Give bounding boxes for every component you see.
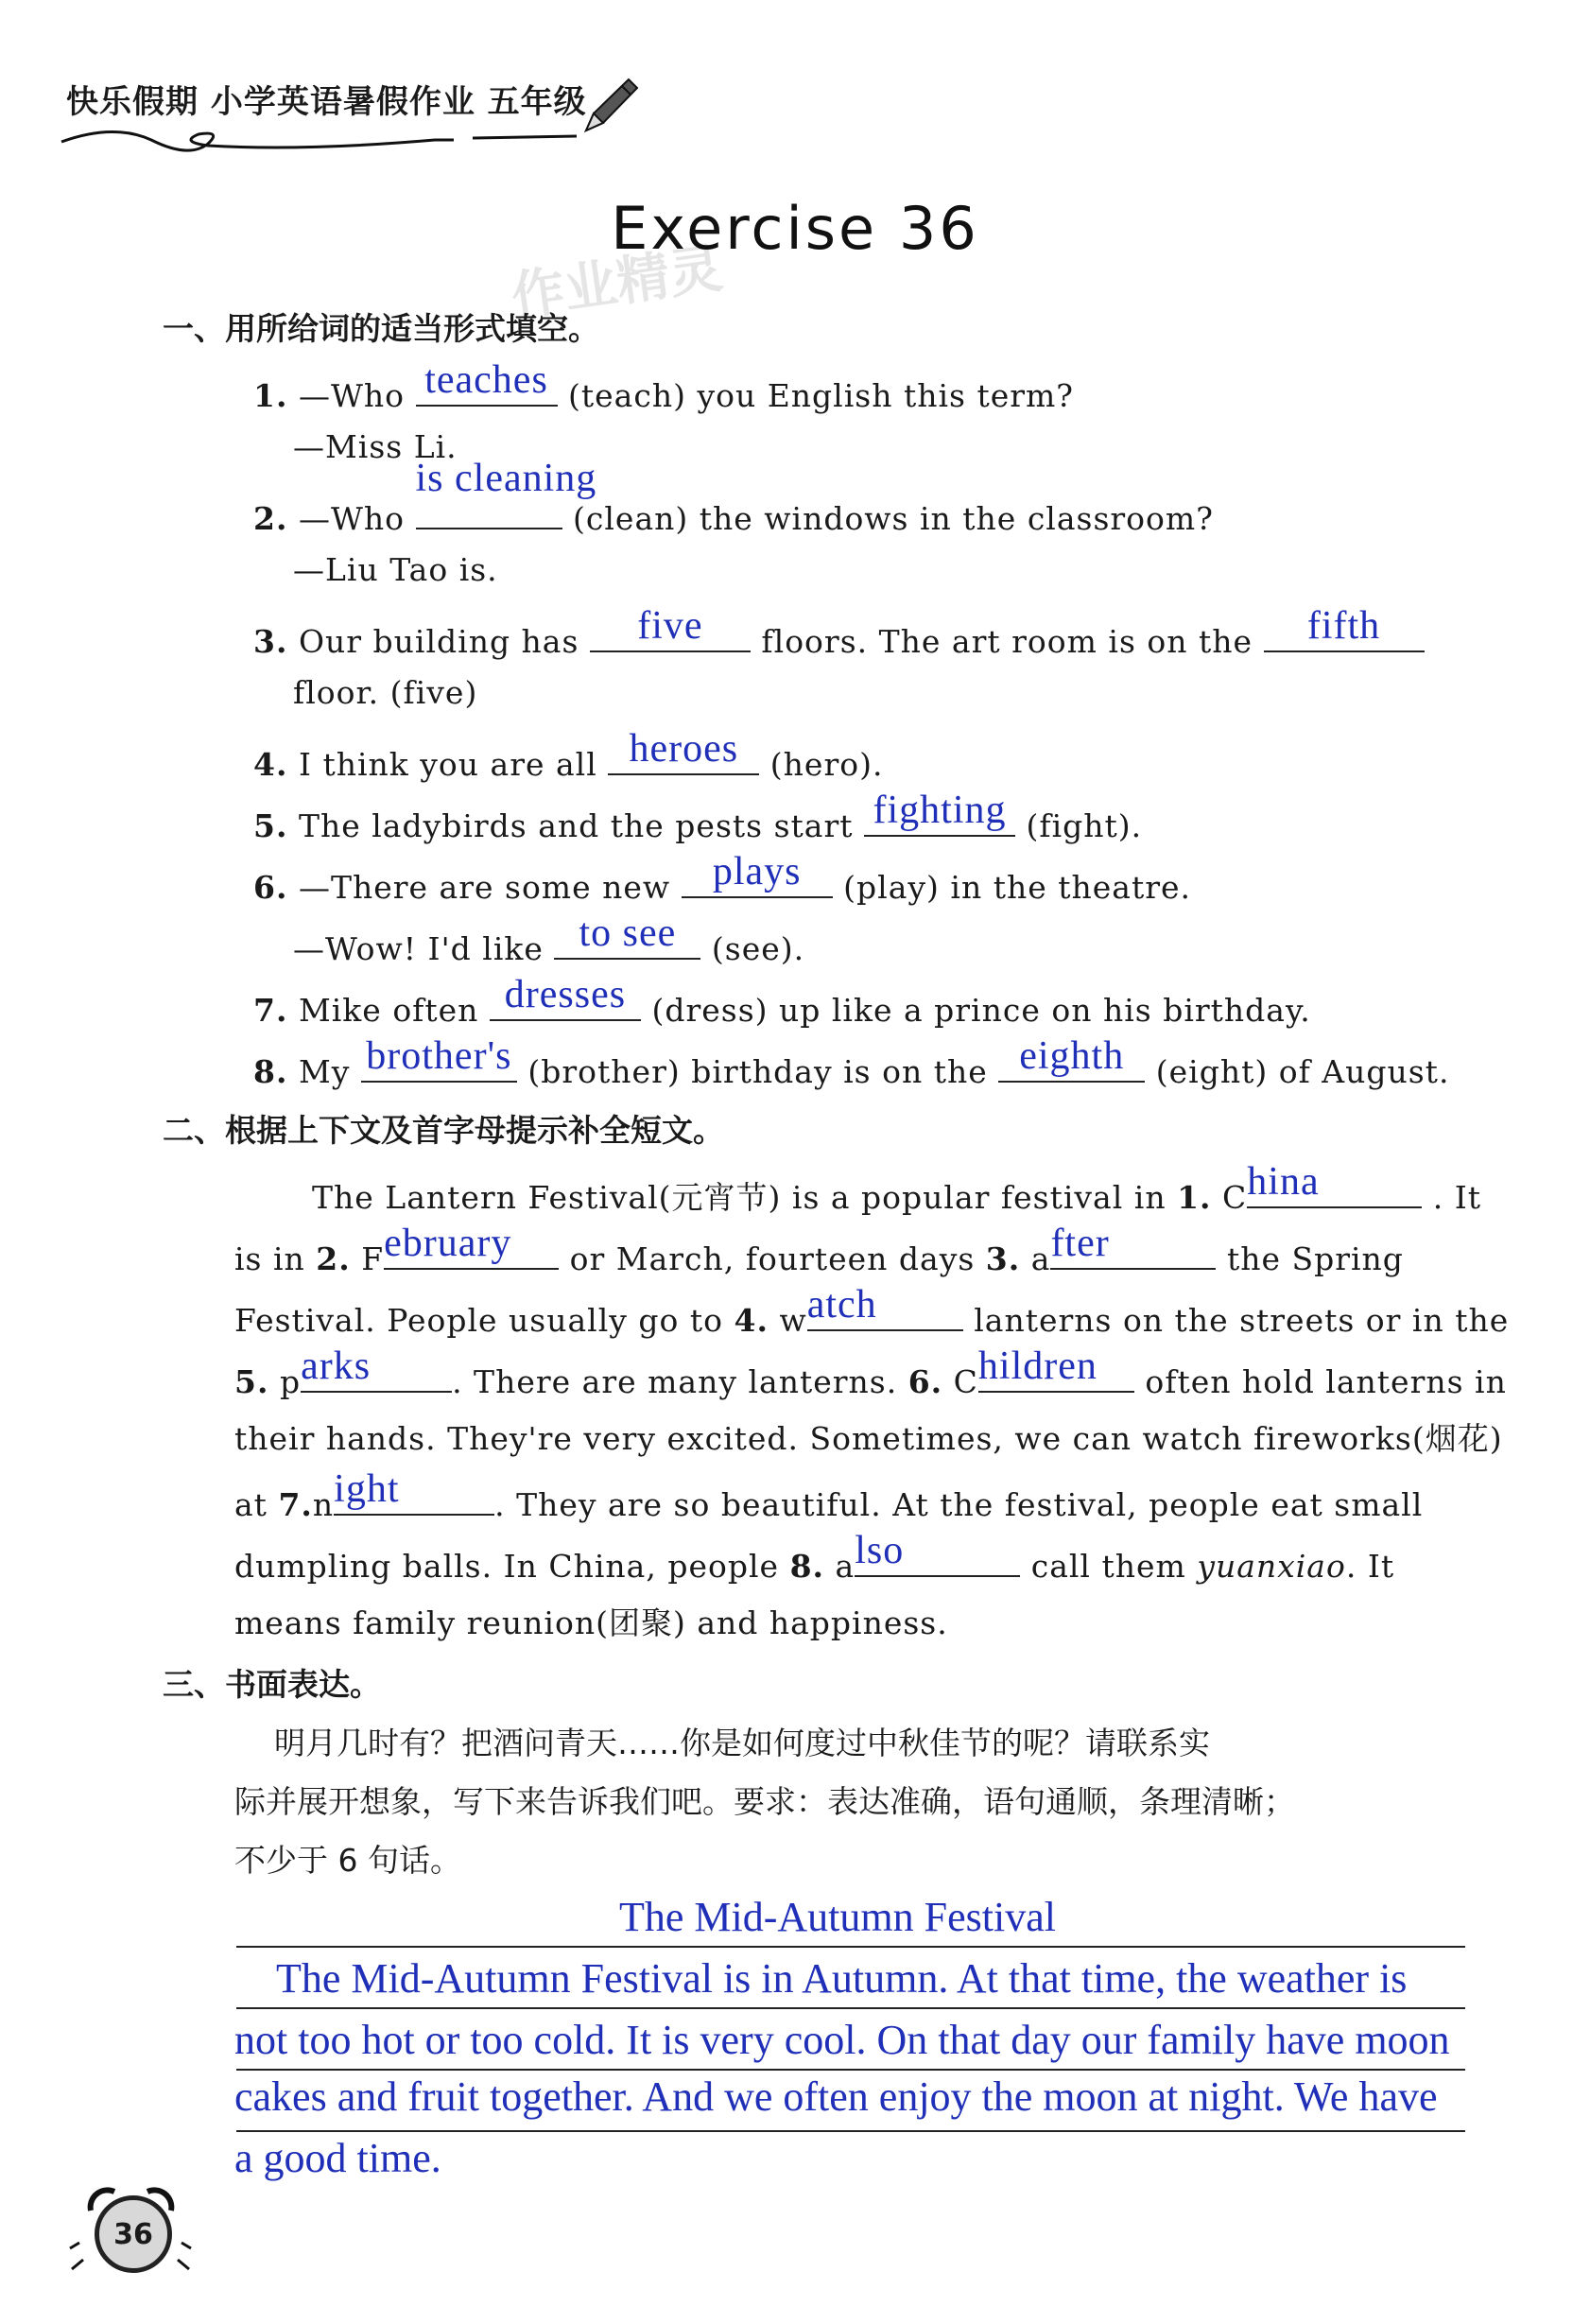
p-l4-post: often hold lanterns in	[1145, 1363, 1507, 1400]
p-num-2: 2.	[316, 1240, 351, 1277]
q8-blank-2[interactable]	[998, 1034, 1145, 1083]
p-blank-5[interactable]	[301, 1344, 452, 1393]
p-blank-1[interactable]	[1247, 1160, 1422, 1208]
q5-num: 5.	[253, 807, 288, 844]
q8-blank-1[interactable]	[361, 1034, 517, 1083]
q7-answer: dresses	[504, 973, 627, 1016]
q6-reply-blank[interactable]	[554, 911, 700, 960]
passage-line-6	[234, 1467, 1424, 1523]
question-2	[253, 457, 1214, 537]
q2-answer: is cleaning	[415, 457, 597, 500]
essay-rule-3	[236, 2069, 1465, 2071]
p-hint-4: w	[779, 1302, 807, 1339]
p-num-3: 3.	[985, 1240, 1021, 1277]
q6-blank[interactable]	[682, 850, 833, 898]
q1-post: (teach) you English this term?	[568, 377, 1074, 414]
p-hint-6: C	[953, 1363, 978, 1400]
q3-num: 3.	[253, 623, 288, 660]
p-blank-7[interactable]	[334, 1467, 494, 1516]
q4-answer: heroes	[629, 727, 739, 771]
p-answer-3: fter	[1050, 1222, 1110, 1265]
p-hint-2: F	[361, 1240, 385, 1277]
q4-pre: I think you are all	[298, 746, 597, 783]
essay-rule-1	[236, 1946, 1465, 1948]
question-1	[253, 358, 1074, 414]
passage-line-8: means family reunion(团聚) and happiness.	[234, 1604, 948, 1641]
q3-pre: Our building has	[298, 623, 579, 660]
page-number: 36	[95, 2195, 172, 2273]
p-answer-4: atch	[806, 1283, 877, 1327]
essay-line-1: The Mid-Autumn Festival is in Autumn. At that time, the weather is	[276, 1955, 1408, 2002]
q3-answer-2: fifth	[1306, 604, 1381, 648]
p-answer-6: hildren	[977, 1344, 1097, 1388]
p-answer-5: arks	[301, 1344, 372, 1388]
q3-mid: floors. The art room is on the	[761, 623, 1253, 660]
essay-rule-4	[236, 2130, 1465, 2132]
p-num-8: 8.	[789, 1548, 825, 1585]
q7-pre: Mike often	[298, 992, 479, 1029]
prompt-line-1: 明月几时有？把酒问青天……你是如何度过中秋佳节的呢？请联系实	[274, 1725, 1210, 1761]
exercise-title: Exercise 36	[611, 194, 979, 263]
p-hint-1: C	[1222, 1179, 1248, 1216]
q8-num: 8.	[253, 1053, 288, 1090]
q7-post: (dress) up like a prince on his birthday.	[651, 992, 1311, 1029]
essay-line-2: not too hot or too cold. It is very cool. On that day our family have moon	[234, 2017, 1450, 2063]
question-5	[253, 789, 1143, 844]
q1-blank[interactable]	[416, 358, 558, 407]
p-l7-italic: yuanxiao	[1197, 1548, 1346, 1585]
p-answer-7: ight	[334, 1467, 400, 1511]
q8-answer-1: brother's	[366, 1034, 512, 1078]
p-l6-pre: at	[234, 1486, 268, 1523]
p-l4-mid: . There are many lanterns.	[452, 1363, 898, 1400]
q8-pre: My	[298, 1053, 351, 1090]
q5-blank[interactable]	[864, 789, 1015, 837]
q8-post: (eight) of August.	[1155, 1053, 1450, 1090]
q2-reply: —Liu Tao is.	[293, 551, 498, 588]
passage-line-3	[234, 1283, 1510, 1339]
q6-reply-pre: —Wow! I'd like	[293, 930, 544, 967]
header-decorative-line	[57, 123, 586, 161]
p-hint-5: p	[279, 1363, 302, 1400]
p-l1-post: . It	[1432, 1179, 1482, 1216]
p-answer-2: ebruary	[384, 1222, 512, 1265]
q6-reply	[293, 911, 805, 967]
q1-answer: teaches	[424, 358, 548, 402]
p-num-5: 5.	[234, 1363, 269, 1400]
p-l2-pre: is in	[234, 1240, 305, 1277]
q2-num: 2.	[253, 500, 288, 537]
q3-blank-2[interactable]	[1264, 604, 1425, 652]
q6-num: 6.	[253, 869, 288, 906]
q5-pre: The ladybirds and the pests start	[298, 807, 854, 844]
p-l6-post: . They are so beautiful. At the festival, people eat small	[494, 1486, 1424, 1523]
q2-pre: —Who	[298, 500, 405, 537]
section2-heading: 二、根据上下文及首字母提示补全短文。	[163, 1112, 724, 1149]
p-l3-pre: Festival. People usually go to	[234, 1302, 724, 1339]
q6-answer: plays	[712, 850, 802, 893]
section3-heading: 三、书面表达。	[163, 1666, 381, 1703]
q5-post: (fight).	[1026, 807, 1143, 844]
p-blank-2[interactable]	[384, 1222, 559, 1270]
prompt-line-2: 际并展开想象，写下来告诉我们吧。要求：表达准确，语句通顺，条理清晰；	[234, 1783, 1295, 1820]
q7-num: 7.	[253, 992, 288, 1029]
question-8	[253, 1034, 1450, 1090]
q2-post: (clean) the windows in the classroom?	[573, 500, 1214, 537]
pencil-icon	[577, 74, 643, 140]
p-l7-pre: dumpling balls. In China, people	[234, 1548, 780, 1585]
q4-post: (hero).	[769, 746, 884, 783]
passage-line-2	[234, 1222, 1404, 1277]
p-l7-mid: call them	[1030, 1548, 1186, 1585]
p-hint-7: n	[312, 1486, 335, 1523]
essay-rule-2	[236, 2007, 1465, 2009]
q8-mid: (brother) birthday is on the	[527, 1053, 988, 1090]
p-l7-post: . It	[1345, 1548, 1395, 1585]
passage-line-4	[234, 1344, 1507, 1400]
p-num-7: 7.	[278, 1486, 313, 1523]
prompt-line-3: 不少于 6 句话。	[234, 1842, 461, 1879]
p-num-6: 6.	[907, 1363, 943, 1400]
section1-heading: 一、用所给词的适当形式填空。	[163, 310, 599, 347]
q3-post: floor. (five)	[293, 674, 478, 711]
question-6	[253, 850, 1191, 906]
p-answer-1: hina	[1247, 1160, 1320, 1204]
q4-num: 4.	[253, 746, 288, 783]
p-num-1: 1.	[1177, 1179, 1212, 1216]
p-hint-3: a	[1030, 1240, 1051, 1277]
p-l2-post: the Spring	[1226, 1240, 1404, 1277]
question-3	[253, 604, 1425, 660]
q7-blank[interactable]	[490, 973, 641, 1021]
q4-blank[interactable]	[608, 727, 759, 775]
q6-pre: —There are some new	[298, 869, 671, 906]
q3-blank-1[interactable]	[590, 604, 751, 652]
q2-blank[interactable]	[415, 457, 597, 529]
p-l1-pre: The Lantern Festival(元宵节) is a popular festival in	[312, 1179, 1167, 1216]
passage-line-1	[312, 1160, 1482, 1218]
question-7	[253, 973, 1311, 1029]
q6-reply-answer: to see	[579, 911, 677, 955]
p-blank-6[interactable]	[977, 1344, 1134, 1393]
p-blank-3[interactable]	[1050, 1222, 1216, 1270]
q6-post: (play) in the theatre.	[843, 869, 1191, 906]
q1-pre: —Who	[298, 377, 405, 414]
p-l2-mid: or March, fourteen days	[569, 1240, 976, 1277]
essay-line-4: a good time.	[234, 2135, 441, 2181]
passage-line-7	[234, 1529, 1395, 1585]
passage-line-5: their hands. They're very excited. Sometimes, we can watch fireworks(烟花)	[234, 1420, 1503, 1457]
q6-reply-post: (see).	[711, 930, 805, 967]
p-hint-8: a	[835, 1548, 855, 1585]
q5-answer: fighting	[873, 789, 1007, 832]
question-4	[253, 727, 884, 783]
p-blank-4[interactable]	[806, 1283, 963, 1331]
essay-line-3: cakes and fruit together. And we often enjoy the moon at night. We have	[234, 2073, 1438, 2120]
q1-num: 1.	[253, 377, 288, 414]
q8-answer-2: eighth	[1019, 1034, 1125, 1078]
p-blank-8[interactable]	[855, 1529, 1020, 1577]
p-answer-8: lso	[855, 1529, 905, 1572]
book-title: 快乐假期 小学英语暑假作业 五年级	[66, 83, 587, 121]
p-l3-post: lanterns on the streets or in the	[974, 1302, 1510, 1339]
q3-answer-1: five	[637, 604, 703, 648]
p-num-4: 4.	[734, 1302, 769, 1339]
q1-reply: —Miss Li.	[293, 428, 458, 465]
essay-title: The Mid-Autumn Festival	[619, 1894, 1056, 1940]
watermark: 作业精灵	[508, 237, 727, 329]
